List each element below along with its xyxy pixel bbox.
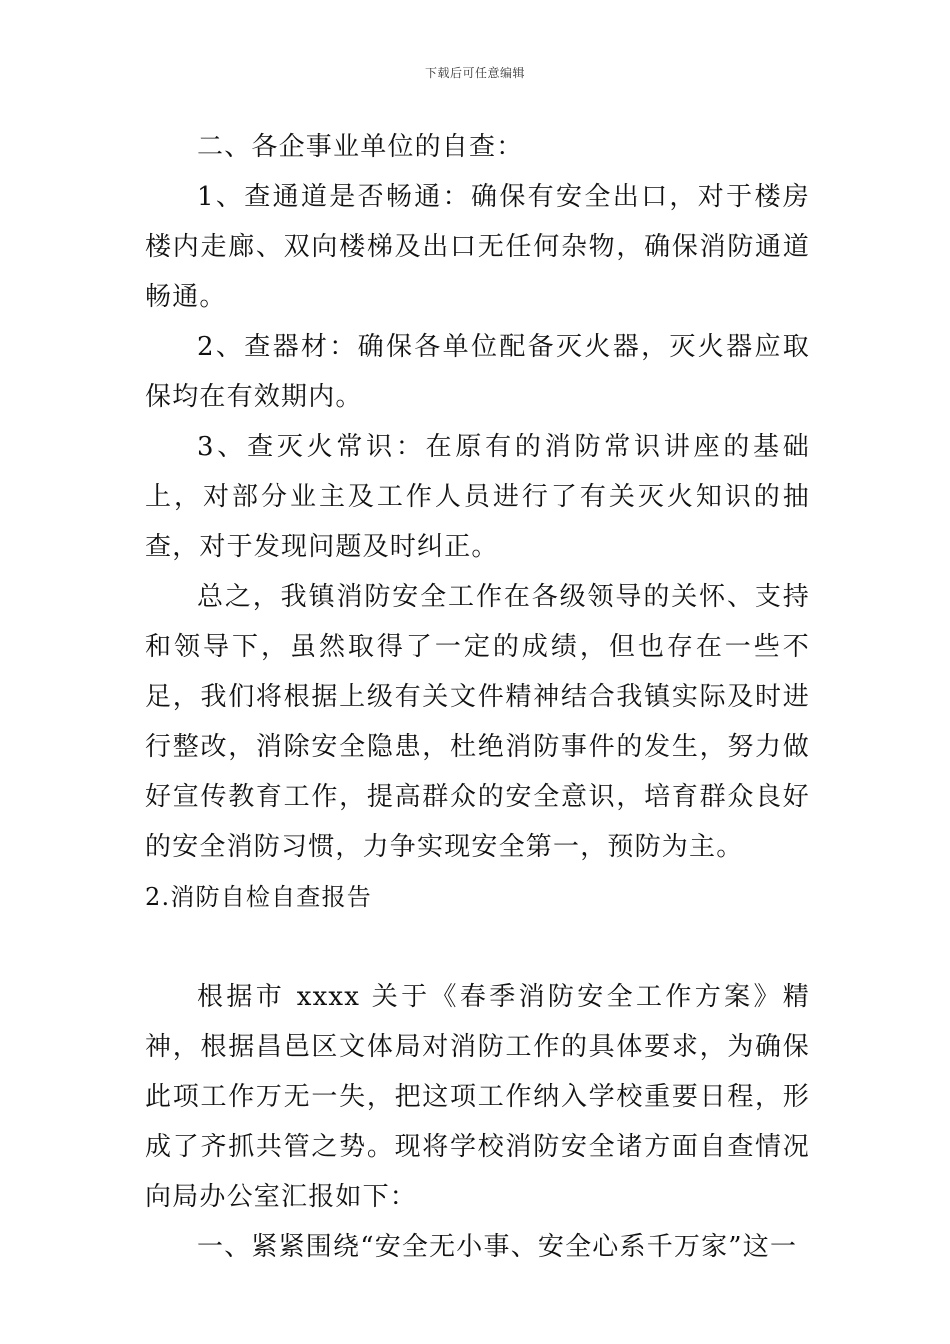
paragraph-report-intro: 根据市 xxxx 关于《春季消防安全工作方案》精神，根据昌邑区文体局对消防工作的具体要求，为确保此项工作万无一失，把这项工作纳入学校重要日程，形成了齐抓共管之势。现将学校消防安全诸方面自查情况向局办公室汇报如下：	[145, 982, 810, 1212]
paragraph-item-3: 3、查灭火常识：在原有的消防常识讲座的基础上，对部分业主及工作人员进行了有关灭火知识的抽查，对于发现问题及时纠正。	[145, 432, 810, 562]
blank-line	[145, 922, 810, 972]
section-title-self-check: 二、各企事业单位的自查：	[197, 132, 524, 162]
paragraph-item-2: 2、查器材：确保各单位配备灭火器，灭火器应取保均在有效期内。	[145, 332, 810, 412]
page-header-note: 下载后可任意编辑	[424, 66, 525, 80]
paragraph-summary: 总之，我镇消防安全工作在各级领导的关怀、支持和领导下，虽然取得了一定的成绩，但也存在一些不足，我们将根据上级有关文件精神结合我镇实际及时进行整改，消除安全隐患，杜绝消防事件的发生，努力做好宣传教育工作，提高群众的安全意识，培育群众良好的安全消防习惯，力争实现安全第一，预防为主。	[145, 582, 810, 862]
document-body	[145, 122, 810, 1272]
report-title: 2.消防自检自查报告	[145, 883, 372, 911]
paragraph-item-1: 1、查通道是否畅通：确保有安全出口，对于楼房楼内走廊、双向楼梯及出口无任何杂物，确保消防通道畅通。	[145, 182, 810, 312]
paragraph-report-point-1: 一、紧紧围绕“安全无小事、安全心系千万家”这一	[197, 1232, 798, 1262]
